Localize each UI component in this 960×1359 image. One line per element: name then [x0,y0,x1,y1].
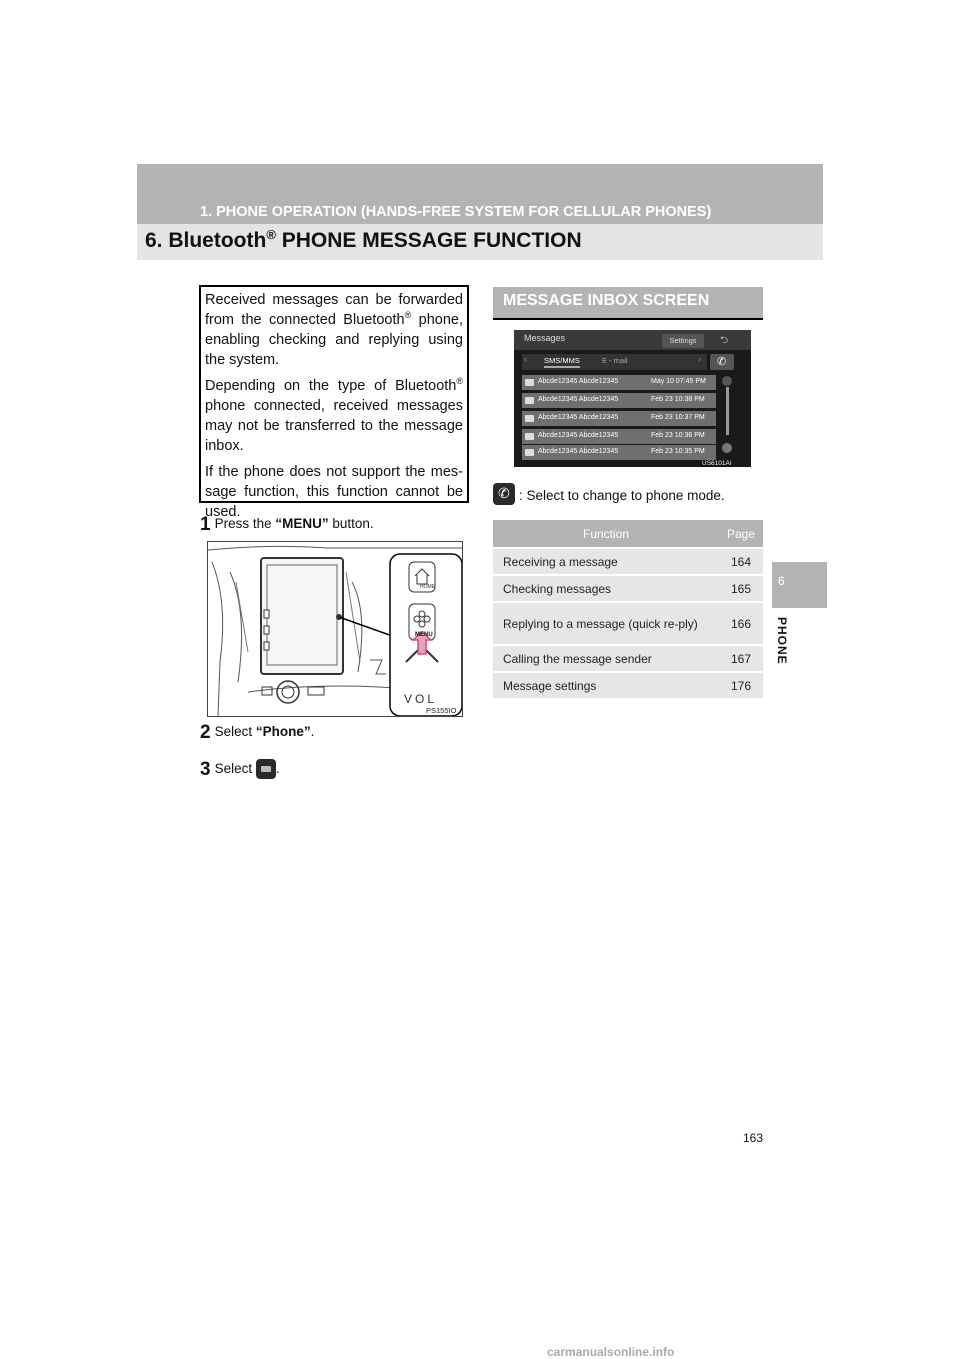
table-row: Message settings 176 [493,672,763,699]
message-row[interactable]: Abcde12345 Abcde12345 Feb 23 10:38 PM [522,393,716,408]
intro-paragraph-1: Received messages can be forwarded from the connected Bluetooth® phone, enabling checking and replying using the system. [205,292,463,368]
intro-box [199,285,469,520]
scrollbar[interactable] [726,387,729,435]
envelope-icon [525,449,534,456]
page-number: 163 [743,1131,764,1145]
phone-mode-icon [493,483,515,505]
dashboard-drawing [208,542,462,716]
illustration-code: PS155IO [426,706,457,715]
message-row[interactable]: Abcde12345 Abcde12345 May 10 07:45 PM [522,375,716,390]
dashboard-illustration [207,541,463,717]
function-column-header: Function [493,520,719,548]
message-row[interactable]: Abcde12345 Abcde12345 Feb 23 10:36 PM [522,429,716,444]
chapter-number: 6 [778,574,785,588]
intro-paragraph-3: If the phone does not support the mes-sage function, this function cannot be used. [205,464,463,520]
screen-title: Messages [524,333,566,343]
tab-next-icon[interactable]: › [698,354,701,364]
envelope-icon [525,415,534,422]
phone-icon: ✆ [717,356,727,368]
envelope-icon [525,433,534,440]
message-inbox-screen [514,330,751,467]
table-row: Calling the message sender 167 [493,645,763,672]
table-row: Replying to a message (quick re-ply) 166 [493,602,763,645]
envelope-icon [525,379,534,386]
message-row[interactable]: Abcde12345 Abcde12345 Feb 23 10:35 PM [522,445,716,460]
section-divider [493,318,763,320]
scroll-up-button[interactable] [722,376,732,386]
scroll-down-button[interactable] [722,443,732,453]
section-header: 1. PHONE OPERATION (HANDS-FREE SYSTEM FOR CELLULAR PHONES) [200,204,712,220]
message-tabs [522,354,707,370]
step-2: 2 Select “Phone”. [200,722,315,743]
intro-paragraph-2: Depending on the type of Bluetooth® phone connected, received messages may not be transferred to the message inbox. [205,376,463,454]
table-header-row [493,520,763,548]
menu-button-label: MENU [415,632,433,638]
step-3: 3 Select . [200,759,280,780]
tab-email[interactable]: E - mail [602,356,628,365]
phone-icon: ✆ [498,485,510,501]
table-row: Checking messages 165 [493,575,763,602]
tab-sms-mms[interactable]: SMS/MMS [544,356,580,368]
watermark: carmanualsonline.info [547,1345,675,1359]
page-title: 6. Bluetooth® PHONE MESSAGE FUNCTION [145,227,582,252]
chapter-label: PHONE [775,617,789,665]
settings-button[interactable]: Settings [662,334,704,348]
table-row: Receiving a message 164 [493,548,763,575]
back-icon[interactable]: ⮌ [720,335,729,346]
phone-mode-button[interactable] [710,354,734,370]
home-button-label: HOME [420,584,435,590]
message-icon [256,759,276,779]
screen-code: US6101AI [702,460,732,467]
envelope-icon [525,397,534,404]
step-1: 1 Press the “MENU” button. [200,514,374,535]
function-table [493,520,763,700]
tab-prev-icon[interactable]: ‹ [524,354,527,364]
phone-mode-description: : Select to change to phone mode. [519,488,725,503]
section-heading: MESSAGE INBOX SCREEN [503,292,710,309]
page-column-header: Page [719,520,763,548]
vol-label: VOL [404,692,438,706]
message-row[interactable]: Abcde12345 Abcde12345 Feb 23 10:37 PM [522,411,716,426]
